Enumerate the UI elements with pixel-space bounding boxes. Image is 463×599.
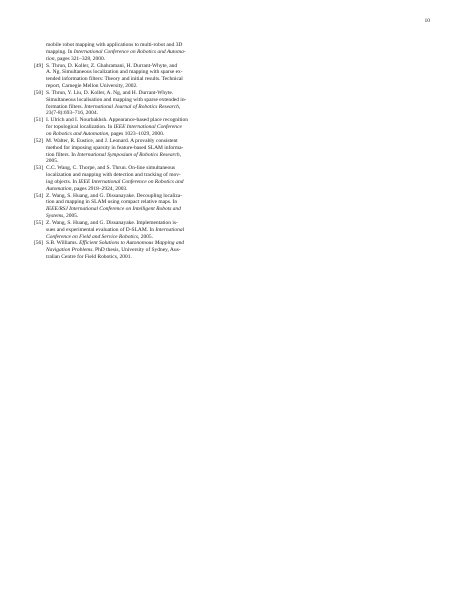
reference-label: [54] [34,192,44,199]
reference-text: . PhD thesis, University of Sydney, Aus- [92,247,181,254]
reference-italic-text: International [155,226,185,233]
reference-italic-text: Automation [46,185,72,192]
reference-line [46,49,242,56]
reference-entry [30,240,242,261]
reference-text: localization and mapping with detection and tracking of mov- [46,172,181,179]
reference-line [46,110,242,117]
reference-text: , pages 321–328, 2000. [54,55,106,62]
reference-line [46,165,242,172]
reference-line [46,193,242,200]
reference-text: tralian Centre for Field Robotics, 2001. [46,254,132,261]
reference-line [46,186,242,193]
reference-line [46,172,242,179]
reference-text: S. Thrun, Y. Liu, D. Koller, A. Ng, and H. Durrant-Whyte. [46,89,174,96]
reference-line [46,131,242,138]
reference-italic-text: Systems [46,213,64,220]
reference-text: S. Thrun, D. Koller, Z. Ghahramani, H. Durrant-Whyte, and [46,62,178,69]
reference-entry [30,165,242,192]
reference-text: tion filters. In [46,151,78,158]
reference-text: Z. Wang, S. Huang, and G. Dissanayake. Implementation is- [46,219,178,226]
reference-line [46,90,242,97]
reference-italic-text: on Robotics and Automation [46,130,109,137]
reference-entry [30,138,242,165]
reference-text: M. Walter, R. Eustice, and J. Leonard. A provably consistent [46,137,178,144]
reference-line [46,76,242,83]
reference-text: C.C. Wang, C. Thorpe, and S. Thrun. On-line simultaneous [46,165,176,172]
reference-label: [49] [34,62,44,69]
reference-entry [30,63,242,90]
reference-line [46,63,242,70]
reference-line [46,42,242,49]
reference-text: S.B. Williams. [46,240,80,247]
reference-line [46,227,242,234]
reference-line [46,83,242,90]
reference-text: , 2005. [138,233,154,240]
reference-italic-text: IEEE/RSJ International Conference on Intelligent Robots and [46,206,181,213]
reference-line [46,158,242,165]
reference-line [46,206,242,213]
reference-line [46,179,242,186]
reference-list [30,42,242,261]
reference-text: , pages 1023–1029, 2000. [108,130,165,137]
reference-text: Simultaneous localisation and mapping with sparse extended in- [46,96,187,103]
reference-text: I. Ulrich and I. Nourbakhsh. Appearance-based place recognition [46,117,188,124]
reference-text: sues and experimental evaluation of D-SLAM. In [46,226,156,233]
reference-text: tion and mapping in SLAM using compact relative maps. In [46,199,178,206]
reference-line [46,138,242,145]
reference-italic-text: IEEE International Conference [113,124,182,131]
reference-text: formation filters. [46,103,85,110]
reference-line [46,220,242,227]
reference-line [46,97,242,104]
reference-label: [50] [34,89,44,96]
reference-entry [30,193,242,220]
reference-text: report, Carnegie Mellon University, 2002. [46,83,138,90]
reference-label: [56] [34,240,44,247]
reference-line [46,254,242,261]
reference-line [46,152,242,159]
reference-text: , 2005. [63,213,79,220]
reference-italic-text: IEEE International Conference on Robotics and [78,178,184,185]
reference-text: method for imposing sparsity in feature-based SLAM informa- [46,144,184,151]
reference-line [46,124,242,131]
reference-entry [30,90,242,117]
page-number: 10 [424,18,430,24]
reference-italic-text: International Journal of Robotics Research [84,103,179,110]
reference-line [46,145,242,152]
reference-text: , pages 2918–2924, 2003. [71,185,128,192]
reference-entry [30,117,242,138]
reference-text: A. Ng. Simultaneous localization and mapping with sparse ex- [46,69,183,76]
reference-entry [30,220,242,241]
reference-label: [53] [34,165,44,172]
reference-text: , [178,103,181,110]
reference-text: 2005. [46,158,59,165]
reference-text: ing objects. In [46,178,79,185]
reference-entry [30,42,242,63]
reference-text: 23(7-8):693–716, 2004. [46,110,98,117]
reference-text: for topological localization. In [46,124,114,131]
reference-text: , [179,151,181,158]
reference-italic-text: Navigation Problems [46,247,93,254]
reference-label: [52] [34,137,44,144]
reference-italic-text: Efficient Solutions to Autonomous Mapping and [79,240,185,247]
reference-line [46,56,242,63]
reference-text: tended information filters: Theory and initial results. Technical [46,76,183,83]
reference-text: Z. Wang, S. Huang, and G. Dissanayake. Decoupling localiza- [46,192,183,199]
reference-text: mobile robot mapping with applications to multi-robot and 3D [46,42,183,48]
reference-italic-text: tion [46,55,55,62]
reference-italic-text: International Symposium of Robotics Research [77,151,180,158]
reference-line [46,213,242,220]
reference-italic-text: International Conference on Robotics and Automa- [73,48,186,55]
reference-label: [51] [34,117,44,124]
reference-text: mapping. In [46,48,74,55]
reference-label: [55] [34,219,44,226]
reference-italic-text: Conference on Field and Service Robotics [46,233,139,240]
